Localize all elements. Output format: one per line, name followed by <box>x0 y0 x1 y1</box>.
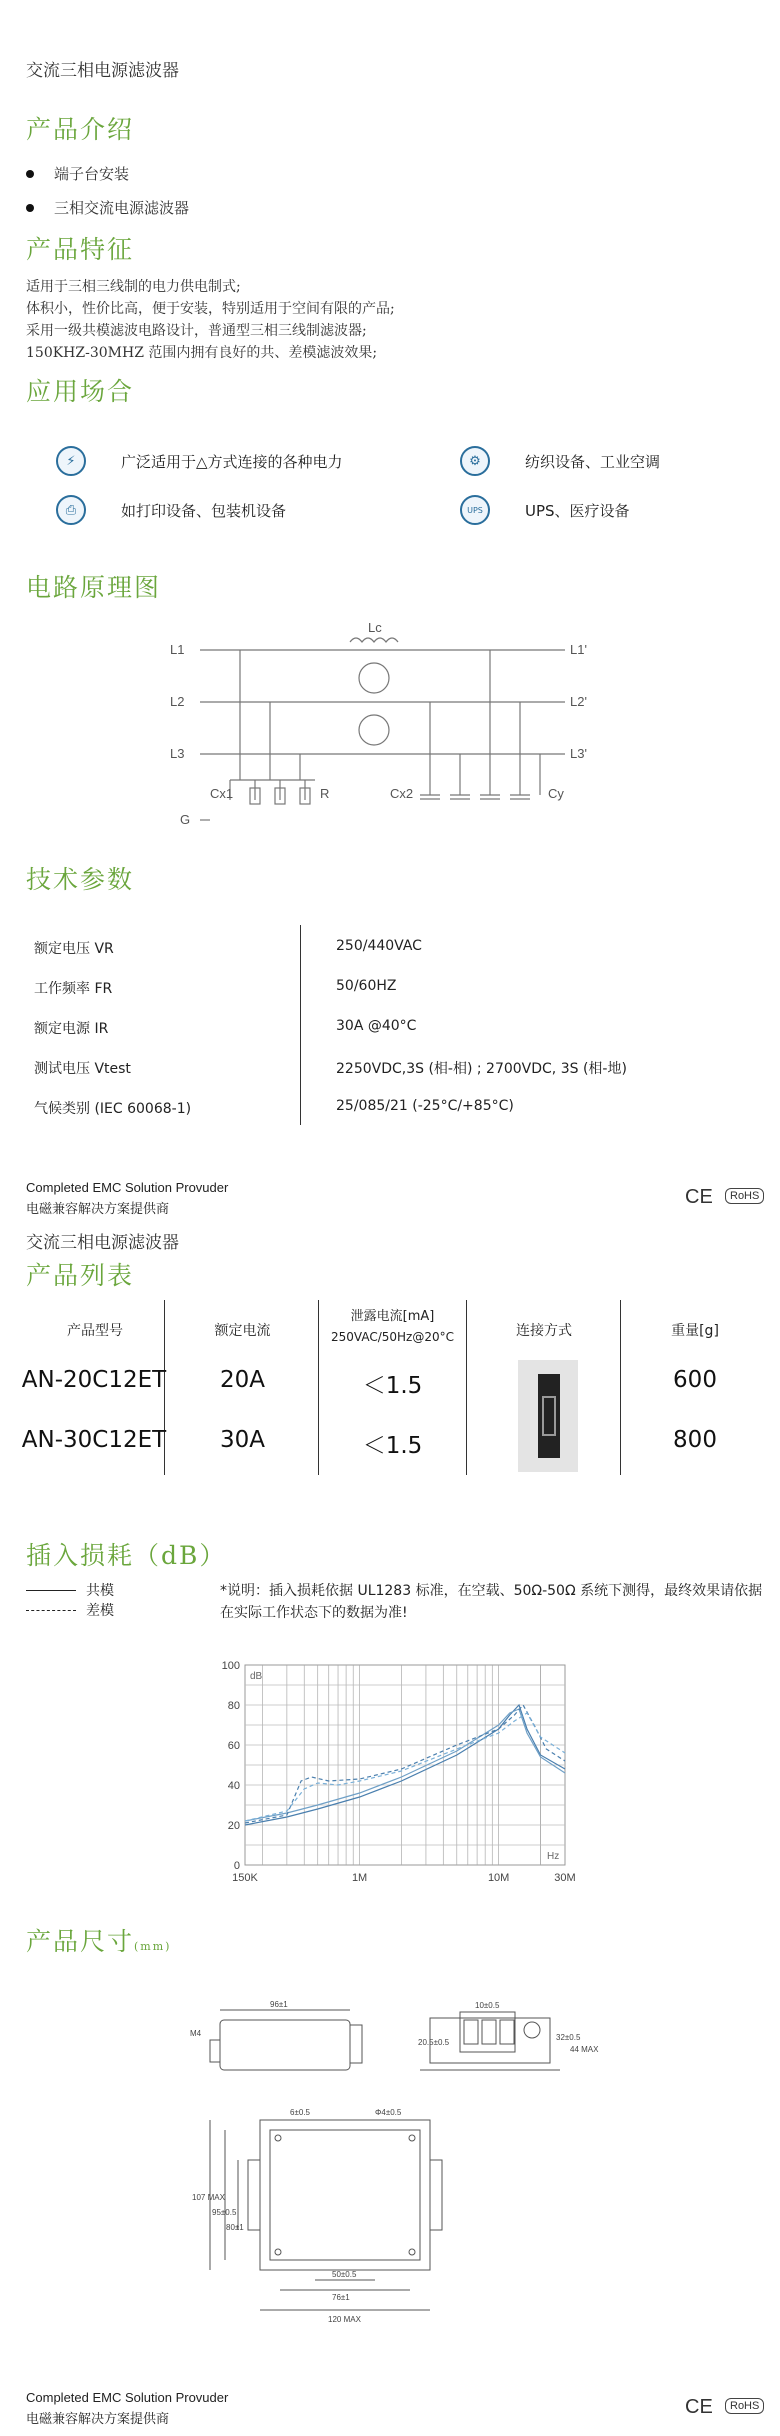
ups-icon: UPS <box>460 495 490 525</box>
top-view-body <box>260 2120 430 2270</box>
ce-mark-icon: CE <box>685 1186 713 1208</box>
intro-item-label: 三相交流电源滤波器 <box>54 199 190 217</box>
table-divider <box>466 1300 467 1475</box>
y-tick-label: 80 <box>227 1700 240 1712</box>
application-label: UPS、医疗设备 <box>525 501 630 520</box>
intro-item <box>26 163 129 184</box>
col-header-model: 产品型号 <box>67 1323 123 1339</box>
label-l2p: L2' <box>570 694 587 709</box>
choke-coil <box>350 638 398 642</box>
product-list-title: 产品列表 <box>26 1261 135 1290</box>
dimensions-title <box>26 1922 171 1958</box>
legend-solid-line <box>26 1590 76 1591</box>
page-header-title: 交流三相电源滤波器 <box>26 1233 179 1253</box>
spec-label: 测试电压 Vtest <box>34 1061 131 1077</box>
dimensions-title-text: 产品尺寸 <box>26 1927 135 1956</box>
application-label: 纺织设备、工业空调 <box>525 452 661 471</box>
legend-dashed-line <box>26 1610 76 1611</box>
dim-label: 120 MAX <box>328 2315 361 2324</box>
circuit-title: 电路原理图 <box>26 573 162 602</box>
footer-chinese: 电磁兼容解决方案提供商 <box>26 2412 170 2427</box>
cell-weight: 600 <box>673 1367 717 1393</box>
printer-icon: ⎙ <box>56 495 86 525</box>
spec-value: 250/440VAC <box>336 938 422 954</box>
specs-title: 技术参数 <box>26 865 135 894</box>
label-l3: L3 <box>170 746 185 761</box>
spec-label: 额定电压 VR <box>34 941 114 957</box>
spec-value: 2250VDC,3S (相-相) ; 2700VDC, 3S (相-地) <box>336 1061 627 1077</box>
spec-label: 气候类别 (IEC 60068-1) <box>34 1101 192 1117</box>
gear-icon: ⚙ <box>460 446 490 476</box>
cell-weight: 800 <box>673 1427 717 1453</box>
application-item <box>460 446 660 476</box>
insertion-loss-title: 插入损耗（dB） <box>26 1541 227 1570</box>
cell-model: AN-30C12ET <box>21 1427 167 1453</box>
cell-model: AN-20C12ET <box>21 1367 167 1393</box>
label-g: G <box>180 812 191 827</box>
bullet-icon <box>26 204 34 212</box>
legend-cm-label: 共模 <box>86 1583 114 1599</box>
y-tick-label: 20 <box>227 1820 240 1832</box>
spec-value: 25/085/21 (-25°C/+85°C) <box>336 1098 514 1114</box>
label-l3p: L3' <box>570 746 587 761</box>
ce-mark-icon: CE <box>685 2396 713 2418</box>
dim-label: 32±0.5 <box>556 2033 581 2042</box>
label-lc: Lc <box>368 620 382 635</box>
footer-english: Completed EMC Solution Provuder <box>26 2390 229 2405</box>
y-tick-label: 60 <box>227 1740 240 1752</box>
dim-label: Φ4±0.5 <box>375 2108 402 2117</box>
cell-current: 30A <box>219 1427 265 1453</box>
bullet-icon <box>26 170 34 178</box>
table-divider <box>318 1300 319 1475</box>
circuit-diagram <box>170 620 610 840</box>
x-tick-label: 150K <box>232 1872 258 1884</box>
label-l2: L2 <box>170 694 185 709</box>
dimension-drawing <box>190 2000 610 2330</box>
rohs-mark-icon: RoHS <box>725 1188 764 1204</box>
feature-line: 适用于三相三线制的电力供电制式; <box>26 279 241 295</box>
label-cx1: Cx1 <box>210 786 234 801</box>
col-header-current: 额定电流 <box>214 1323 271 1339</box>
rohs-mark-icon: RoHS <box>725 2398 764 2414</box>
side-view-stud <box>210 2040 220 2062</box>
spec-label: 工作频率 FR <box>34 981 113 997</box>
dim-label: 10±0.5 <box>475 2001 500 2010</box>
dim-label: 6±0.5 <box>290 2108 310 2117</box>
choke-core <box>359 663 389 693</box>
feature-line: 体积小，性价比高，便于安装，特别适用于空间有限的产品; <box>26 301 395 317</box>
col-header-connection: 连接方式 <box>516 1323 572 1339</box>
application-item <box>460 495 630 525</box>
legend-dm-label: 差模 <box>86 1603 114 1619</box>
side-view-body <box>220 2020 350 2070</box>
page-header-title: 交流三相电源滤波器 <box>26 61 179 81</box>
spec-label: 额定电源 IR <box>34 1021 109 1037</box>
application-item <box>56 446 343 476</box>
y-tick-label: 100 <box>221 1660 240 1672</box>
intro-item-label: 端子台安装 <box>54 165 130 183</box>
table-divider <box>620 1300 621 1475</box>
power-tower-icon: ⚡ <box>56 446 86 476</box>
spec-value: 30A @40°C <box>336 1018 417 1034</box>
footer-english: Completed EMC Solution Provuder <box>26 1180 229 1195</box>
dim-label: 76±1 <box>332 2293 350 2302</box>
dim-label: 95±0.5 <box>212 2208 237 2217</box>
spec-value: 50/60HZ <box>336 978 397 994</box>
dim-label: 80±1 <box>226 2223 244 2232</box>
dimensions-unit: (mm) <box>134 1940 172 1953</box>
choke-core <box>359 715 389 745</box>
col-header-leakage-cond: 250VAC/50Hz@20°C <box>330 1330 454 1344</box>
x-tick-label: 30M <box>554 1872 576 1884</box>
x-tick-label: 1M <box>351 1872 368 1884</box>
y-tick-label: 40 <box>227 1780 240 1792</box>
spec-divider <box>300 925 301 1125</box>
terminal-block-image <box>518 1360 578 1472</box>
cell-leakage: ＜1.5 <box>362 1373 423 1399</box>
intro-title: 产品介绍 <box>26 115 135 144</box>
cell-current: 20A <box>219 1367 265 1393</box>
feature-line: 150KHZ-30MHZ 范围内拥有良好的共、差模滤波效果; <box>26 345 378 361</box>
application-item <box>56 495 286 525</box>
label-r: R <box>320 786 330 801</box>
dim-label: 96±1 <box>270 2000 288 2009</box>
col-header-weight: 重量[g] <box>671 1323 719 1339</box>
x-tick-label: 10M <box>487 1872 510 1884</box>
intro-item <box>26 197 189 218</box>
application-label: 如打印设备、包装机设备 <box>121 501 287 520</box>
dim-label: 107 MAX <box>192 2193 225 2202</box>
col-header-leakage: 泄露电流[mA] <box>350 1309 435 1324</box>
dim-label: 20.5±0.5 <box>418 2038 450 2047</box>
applications-title: 应用场合 <box>26 377 135 406</box>
feature-line: 采用一级共模滤波电路设计，普通型三相三线制滤波器; <box>26 323 367 339</box>
x-axis-unit: Hz <box>547 1851 560 1862</box>
loss-note: *说明：插入损耗依据 UL1283 标准，在空载、50Ω-50Ω 系统下测得，最终效果请依据在实际工作状态下的数据为准! <box>220 1583 763 1621</box>
label-cy: Cy <box>548 786 564 801</box>
application-label: 广泛适用于△方式连接的各种电力 <box>121 452 343 471</box>
dim-label: M4 <box>190 2029 202 2038</box>
label-l1: L1 <box>170 642 185 657</box>
dim-label: 50±0.5 <box>332 2270 357 2279</box>
dim-label: 44 MAX <box>570 2045 599 2054</box>
y-axis-unit: dB <box>250 1671 263 1682</box>
insertion-loss-chart <box>210 1655 580 1905</box>
footer-chinese: 电磁兼容解决方案提供商 <box>26 1202 170 1217</box>
label-cx2: Cx2 <box>390 786 414 801</box>
features-title: 产品特征 <box>26 235 135 264</box>
cell-leakage: ＜1.5 <box>362 1433 423 1459</box>
y-tick-label: 0 <box>233 1860 240 1872</box>
label-l1p: L1' <box>570 642 587 657</box>
